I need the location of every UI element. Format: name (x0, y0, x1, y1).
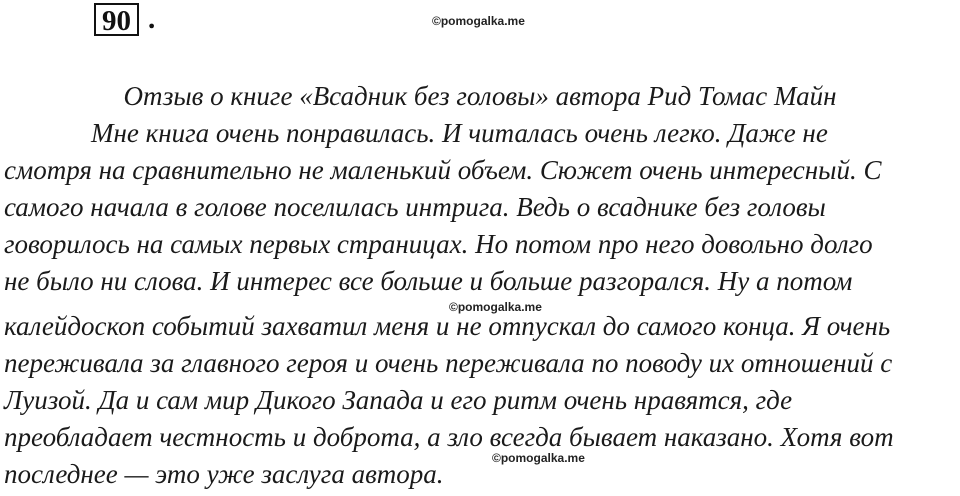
review-title: Отзыв о книге «Всадник без головы» автора Рид Томас Майн (123, 81, 837, 111)
text-line-2: смотря на сравнительно не маленький объем. Сюжет очень интересный. С (4, 155, 882, 185)
watermark-top: ©pomogalka.me (432, 14, 525, 28)
task-number-dot: . (148, 3, 156, 35)
text-line-8: Луизой. Да и сам мир Дикого Запада и его ритм очень нравятся, где (4, 385, 793, 415)
text-line-1: Мне книга очень понравилась. И читалась очень легко. Даже не (91, 118, 828, 148)
task-number-box (94, 3, 139, 36)
text-line-5: не было ни слова. И интерес все больше и больше разгорался. Ну а потом (4, 266, 853, 296)
text-line-7: переживала за главного героя и очень переживала по поводу их отношений с (4, 348, 893, 378)
text-line-6: калейдоскоп событий захватил меня и не отпускал до самого конца. Я очень (4, 311, 891, 341)
text-line-9: преобладает честность и доброта, а зло всегда бывает наказано. Хотя вот (4, 422, 894, 452)
text-line-4: говорилось на самых первых страницах. Но потом про него довольно долго (4, 229, 873, 259)
text-line-10: последнее — это уже заслуга автора. (4, 459, 444, 489)
watermark-middle: ©pomogalka.me (449, 300, 542, 314)
task-number: 90 (102, 5, 131, 37)
text-line-3: самого начала в голове поселилась интрига. Ведь о всаднике без головы (4, 192, 826, 222)
watermark-bottom: ©pomogalka.me (492, 451, 585, 465)
